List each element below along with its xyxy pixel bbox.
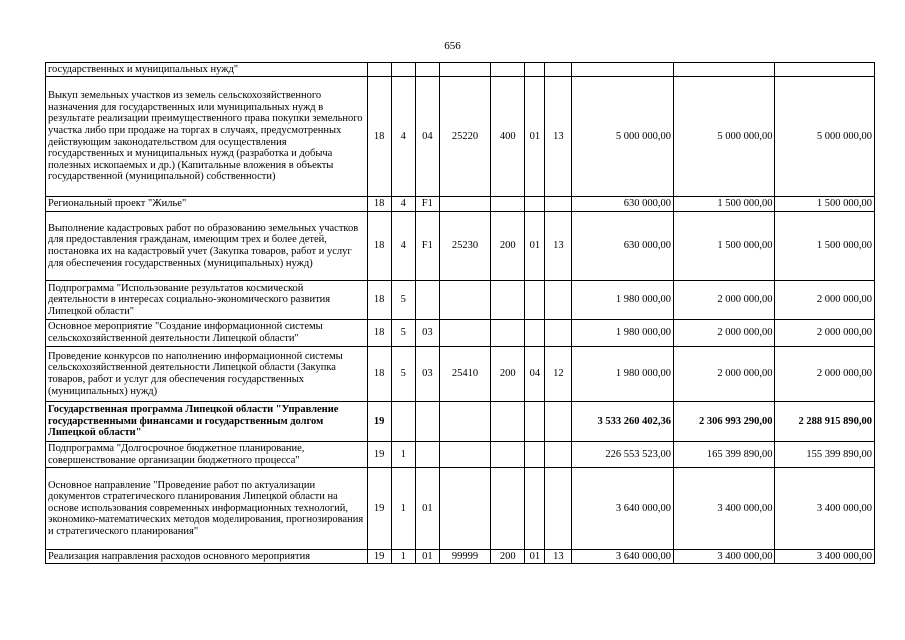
expense-direction-code-cell: 25410	[439, 347, 490, 402]
table-row	[46, 197, 875, 212]
table-row	[46, 550, 875, 564]
section-code-cell: 04	[525, 347, 545, 402]
amount-year2-cell	[673, 63, 774, 77]
subsection-code-cell	[545, 468, 572, 550]
amount-year2-cell: 2 000 000,00	[673, 320, 774, 347]
subsection-code-cell	[545, 281, 572, 320]
main-activity-code-cell: F1	[415, 212, 439, 281]
subsection-code-cell	[545, 63, 572, 77]
amount-year1-cell: 1 980 000,00	[572, 347, 673, 402]
amount-year1-cell: 1 980 000,00	[572, 320, 673, 347]
row-name-cell: Проведение конкурсов по наполнению информационной системы сельскохозяйственной деятельности Липецкой области (Закупка товаров, работ и услуг для обеспечения государственных (муниципальных) нужд)	[46, 347, 368, 402]
amount-year3-cell: 3 400 000,00	[775, 468, 875, 550]
row-name-cell: государственных и муниципальных нужд"	[46, 63, 368, 77]
subprogram-code-cell: 1	[391, 442, 415, 468]
subprogram-code-cell	[391, 63, 415, 77]
budget-table	[45, 62, 875, 564]
amount-year1-cell: 3 640 000,00	[572, 550, 673, 564]
table-row	[46, 320, 875, 347]
section-code-cell	[525, 468, 545, 550]
expense-direction-code-cell	[439, 442, 490, 468]
amount-year1-cell: 3 640 000,00	[572, 468, 673, 550]
section-code-cell	[525, 320, 545, 347]
row-name-cell: Основное мероприятие "Создание информационной системы сельскохозяйственной деятельности Липецкой области"	[46, 320, 368, 347]
table-row	[46, 212, 875, 281]
program-code-cell: 18	[367, 77, 391, 197]
subprogram-code-cell: 5	[391, 320, 415, 347]
expense-type-code-cell: 200	[491, 347, 525, 402]
row-name-cell: Государственная программа Липецкой области "Управление государственными финансами и государственным долгом Липецкой области"	[46, 402, 368, 442]
subprogram-code-cell: 5	[391, 281, 415, 320]
amount-year1-cell: 3 533 260 402,36	[572, 402, 673, 442]
expense-direction-code-cell	[439, 197, 490, 212]
expense-direction-code-cell	[439, 320, 490, 347]
table-row	[46, 281, 875, 320]
amount-year3-cell: 2 000 000,00	[775, 320, 875, 347]
expense-type-code-cell	[491, 402, 525, 442]
amount-year2-cell: 2 000 000,00	[673, 281, 774, 320]
row-name-cell: Региональный проект "Жилье"	[46, 197, 368, 212]
expense-type-code-cell	[491, 63, 525, 77]
subprogram-code-cell: 4	[391, 197, 415, 212]
section-code-cell	[525, 281, 545, 320]
amount-year2-cell: 3 400 000,00	[673, 550, 774, 564]
amount-year2-cell: 1 500 000,00	[673, 197, 774, 212]
amount-year3-cell: 2 288 915 890,00	[775, 402, 875, 442]
expense-direction-code-cell: 99999	[439, 550, 490, 564]
amount-year1-cell	[572, 63, 673, 77]
row-name-cell: Реализация направления расходов основного мероприятия	[46, 550, 368, 564]
expense-type-code-cell	[491, 468, 525, 550]
subprogram-code-cell: 4	[391, 212, 415, 281]
row-name-cell: Выкуп земельных участков из земель сельскохозяйственного назначения для государственных или муниципальных нужд в результате реализации преимущественного права покупки земельного участка либо при продаже на торгах в случаях, предусмотренных действующим законодательством для осуществления государственных и муниципальных нужд (разработка и добыча полезных ископаемых и др.) (Капитальные вложения в объекты государственной (муниципальной) собственности)	[46, 77, 368, 197]
expense-type-code-cell: 200	[491, 212, 525, 281]
table-row	[46, 402, 875, 442]
expense-direction-code-cell	[439, 468, 490, 550]
row-name-cell: Подпрограмма "Долгосрочное бюджетное планирование, совершенствование организации бюджетного процесса"	[46, 442, 368, 468]
main-activity-code-cell: 01	[415, 468, 439, 550]
expense-direction-code-cell	[439, 402, 490, 442]
main-activity-code-cell	[415, 402, 439, 442]
row-name-cell: Основное направление "Проведение работ по актуализации документов стратегического планирования Липецкой области на основе использования современных информационных технологий, экономико-математических методов моделирования, прогнозирования и стратегического планирования"	[46, 468, 368, 550]
amount-year2-cell: 2 306 993 290,00	[673, 402, 774, 442]
program-code-cell: 18	[367, 320, 391, 347]
amount-year1-cell: 630 000,00	[572, 212, 673, 281]
amount-year3-cell	[775, 63, 875, 77]
section-code-cell: 01	[525, 550, 545, 564]
amount-year3-cell: 3 400 000,00	[775, 550, 875, 564]
amount-year3-cell: 155 399 890,00	[775, 442, 875, 468]
section-code-cell	[525, 442, 545, 468]
subsection-code-cell: 12	[545, 347, 572, 402]
amount-year1-cell: 1 980 000,00	[572, 281, 673, 320]
amount-year2-cell: 3 400 000,00	[673, 468, 774, 550]
row-name-cell: Выполнение кадастровых работ по образованию земельных участков для предоставления гражданам, имеющим трех и более детей, постановка их на кадастровый учет (Закупка товаров, работ и услуг для обеспечения государственных (муниципальных) нужд)	[46, 212, 368, 281]
program-code-cell: 18	[367, 197, 391, 212]
program-code-cell	[367, 63, 391, 77]
subsection-code-cell	[545, 320, 572, 347]
amount-year3-cell: 2 000 000,00	[775, 347, 875, 402]
expense-type-code-cell: 400	[491, 77, 525, 197]
subprogram-code-cell: 4	[391, 77, 415, 197]
section-code-cell	[525, 63, 545, 77]
program-code-cell: 18	[367, 281, 391, 320]
subprogram-code-cell	[391, 402, 415, 442]
amount-year3-cell: 1 500 000,00	[775, 212, 875, 281]
program-code-cell: 19	[367, 550, 391, 564]
page-number: 656	[444, 40, 461, 52]
expense-type-code-cell	[491, 442, 525, 468]
program-code-cell: 19	[367, 442, 391, 468]
main-activity-code-cell	[415, 281, 439, 320]
subsection-code-cell	[545, 402, 572, 442]
expense-direction-code-cell	[439, 63, 490, 77]
amount-year1-cell: 5 000 000,00	[572, 77, 673, 197]
table-row	[46, 347, 875, 402]
row-name-cell: Подпрограмма "Использование результатов космической деятельности в интересах социально-экономического развития Липецкой области"	[46, 281, 368, 320]
amount-year1-cell: 226 553 523,00	[572, 442, 673, 468]
program-code-cell: 19	[367, 402, 391, 442]
subprogram-code-cell: 5	[391, 347, 415, 402]
amount-year2-cell: 1 500 000,00	[673, 212, 774, 281]
expense-type-code-cell	[491, 281, 525, 320]
subsection-code-cell: 13	[545, 550, 572, 564]
amount-year3-cell: 2 000 000,00	[775, 281, 875, 320]
amount-year3-cell: 1 500 000,00	[775, 197, 875, 212]
table-row	[46, 63, 875, 77]
amount-year1-cell: 630 000,00	[572, 197, 673, 212]
amount-year2-cell: 165 399 890,00	[673, 442, 774, 468]
section-code-cell: 01	[525, 212, 545, 281]
table-row	[46, 468, 875, 550]
section-code-cell	[525, 197, 545, 212]
subprogram-code-cell: 1	[391, 468, 415, 550]
main-activity-code-cell: 04	[415, 77, 439, 197]
table-row	[46, 77, 875, 197]
main-activity-code-cell: 03	[415, 320, 439, 347]
expense-type-code-cell	[491, 320, 525, 347]
program-code-cell: 19	[367, 468, 391, 550]
main-activity-code-cell: 01	[415, 550, 439, 564]
table-row	[46, 442, 875, 468]
amount-year2-cell: 2 000 000,00	[673, 347, 774, 402]
amount-year2-cell: 5 000 000,00	[673, 77, 774, 197]
subsection-code-cell: 13	[545, 77, 572, 197]
section-code-cell	[525, 402, 545, 442]
program-code-cell: 18	[367, 347, 391, 402]
amount-year3-cell: 5 000 000,00	[775, 77, 875, 197]
program-code-cell: 18	[367, 212, 391, 281]
subsection-code-cell: 13	[545, 212, 572, 281]
section-code-cell: 01	[525, 77, 545, 197]
expense-type-code-cell: 200	[491, 550, 525, 564]
expense-direction-code-cell: 25220	[439, 77, 490, 197]
subprogram-code-cell: 1	[391, 550, 415, 564]
main-activity-code-cell: F1	[415, 197, 439, 212]
main-activity-code-cell	[415, 63, 439, 77]
subsection-code-cell	[545, 442, 572, 468]
main-activity-code-cell: 03	[415, 347, 439, 402]
expense-type-code-cell	[491, 197, 525, 212]
expense-direction-code-cell: 25230	[439, 212, 490, 281]
main-activity-code-cell	[415, 442, 439, 468]
expense-direction-code-cell	[439, 281, 490, 320]
subsection-code-cell	[545, 197, 572, 212]
